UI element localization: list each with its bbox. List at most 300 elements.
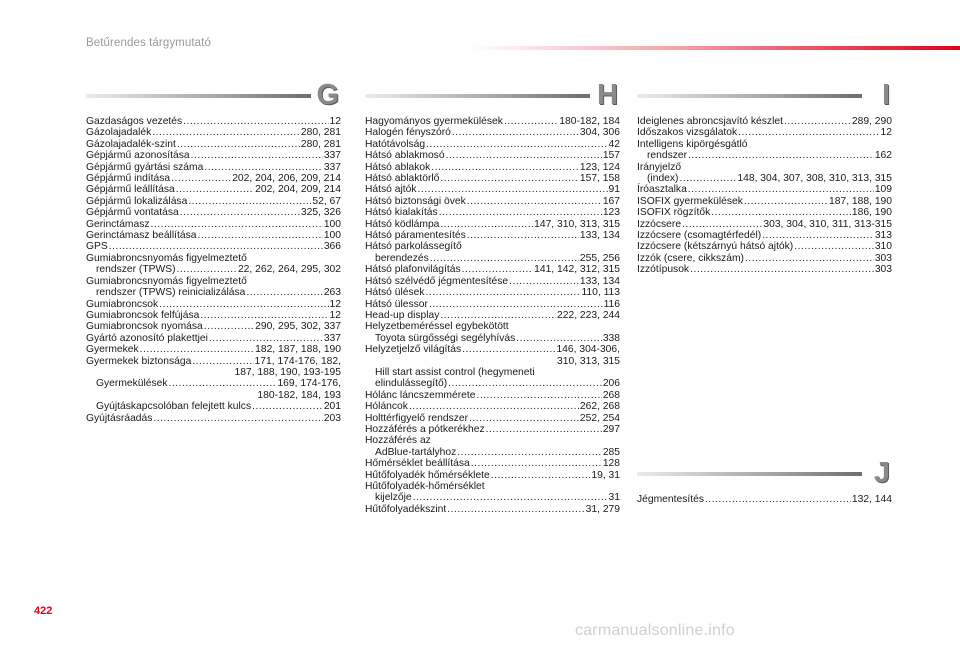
entry-term: Hatótávolság — [365, 138, 426, 150]
entry-term: elindulássegítő) — [375, 378, 448, 390]
dot-leader — [486, 424, 602, 435]
index-entry — [365, 413, 620, 424]
entry-term: Helyzetjelző világítás — [365, 344, 462, 356]
entry-pages: 186, 190 — [851, 207, 892, 219]
entry-term: Head-up display — [365, 309, 440, 321]
entry-pages: 187, 188, 190, 193-195 — [234, 366, 341, 378]
entry-term: Izzócsere (kétszárnyú hátsó ajtók) — [637, 241, 794, 253]
entry-term: ISOFIX gyermekülések — [637, 195, 743, 207]
dot-leader — [426, 287, 581, 298]
dot-leader — [688, 184, 874, 195]
dot-leader — [446, 150, 602, 161]
dot-leader — [109, 241, 323, 252]
entry-term: Gyermekülések — [96, 378, 168, 390]
entry-term: Gyártó azonosító plakettjei — [86, 332, 208, 344]
entry-term: Hátsó kialakítás — [365, 207, 438, 219]
index-entry — [365, 390, 620, 401]
index-entry — [86, 150, 341, 161]
index-section-h — [365, 79, 620, 515]
entry-pages: 146, 304-306, — [556, 344, 620, 356]
index-entry — [365, 264, 620, 275]
entry-term: Időszakos vizsgálatok — [637, 127, 738, 139]
entry-pages: 157 — [602, 150, 620, 162]
section-letter: J — [873, 457, 890, 489]
entry-pages: 252, 254 — [579, 412, 620, 424]
entry-term: Hűtőfolyadékszint — [365, 503, 447, 515]
entry-term: Gerinctámasz beállítása — [86, 230, 197, 242]
index-entry-list — [365, 116, 620, 515]
header-accent-bar — [470, 46, 960, 50]
dot-leader — [471, 458, 602, 469]
entry-term: Halogén fényszóró — [365, 127, 451, 139]
entry-pages: 110, 113 — [581, 287, 620, 299]
entry-term: Gumiabroncsok felfújása — [86, 309, 200, 321]
dot-leader — [429, 299, 603, 310]
entry-pages: 147, 310, 313, 315 — [534, 218, 620, 230]
entry-term: Gerinctámasz — [86, 218, 150, 230]
section-letter: I — [881, 79, 890, 111]
index-entry — [86, 219, 341, 230]
entry-term: Hátsó ülések — [365, 287, 425, 299]
entry-term: Izzók (csere, cikkszám) — [637, 252, 744, 264]
dot-leader — [177, 264, 237, 275]
entry-term: Gázolajadalék — [86, 127, 152, 139]
entry-term: ISOFIX rögzítők — [637, 207, 711, 219]
index-section-g — [86, 79, 341, 424]
entry-term: Hűtőfolyadék-hőmérséklet — [365, 481, 485, 492]
entry-pages: 289, 290 — [851, 116, 892, 127]
entry-pages: 202, 204, 206, 209, 214 — [232, 173, 341, 185]
index-entry — [86, 241, 341, 252]
dot-leader — [682, 219, 762, 230]
index-entry — [365, 299, 620, 310]
section-divider — [637, 472, 862, 476]
entry-term: Gumiabroncsnyomás figyelmeztető — [86, 252, 247, 264]
index-entry — [365, 196, 620, 207]
entry-term: Gyermekek biztonsága — [86, 355, 192, 367]
entry-pages: 22, 262, 264, 295, 302 — [237, 264, 341, 276]
entry-pages: 42 — [608, 138, 620, 150]
entry-term: berendezés — [375, 252, 429, 264]
entry-pages: 262, 268 — [579, 401, 620, 413]
index-entry — [365, 219, 620, 230]
entry-term: Intelligens kipörgésgátló — [637, 138, 748, 150]
dot-leader — [705, 494, 851, 505]
entry-term: Hátsó parkolássegítő — [365, 241, 462, 253]
index-entry — [86, 367, 341, 378]
entry-term: Gumiabroncsok — [86, 298, 159, 310]
page-number: 422 — [34, 605, 53, 617]
dot-leader — [491, 470, 591, 481]
entry-term: Hagyományos gyermekülések — [365, 116, 503, 127]
index-entry — [86, 333, 341, 344]
index-entry — [365, 310, 620, 321]
dot-leader — [467, 196, 602, 207]
index-entry — [637, 241, 892, 252]
section-heading-h — [365, 79, 620, 111]
dot-leader — [439, 207, 602, 218]
entry-term: Izzótípusok — [637, 264, 690, 276]
index-entry — [365, 470, 620, 481]
index-entry — [365, 367, 620, 378]
entry-term: Hátsó ablakmosó — [365, 150, 445, 162]
entry-pages: 169, 174-176, — [277, 378, 341, 390]
index-entry — [86, 413, 341, 424]
dot-leader — [744, 196, 828, 207]
entry-pages: 52, 67 — [312, 195, 341, 207]
entry-pages: 310, 313, 315 — [557, 355, 620, 367]
index-entry — [365, 492, 620, 503]
entry-pages: 182, 187, 188, 190 — [255, 344, 341, 356]
entry-term: Gépjármű leállítása — [86, 184, 175, 196]
index-entry — [365, 458, 620, 469]
index-entry — [365, 253, 620, 264]
index-entry — [365, 481, 620, 492]
entry-pages: 12 — [329, 298, 341, 310]
index-entry — [86, 253, 341, 264]
index-entry — [637, 116, 892, 127]
entry-pages: 12 — [329, 116, 341, 127]
index-entry — [365, 230, 620, 241]
entry-term: AdBlue-tartályhoz — [375, 446, 457, 458]
index-entry — [637, 264, 892, 275]
entry-term: Hozzáférés az — [365, 435, 431, 447]
dot-leader — [762, 230, 874, 241]
section-letter: H — [597, 79, 618, 111]
index-entry — [86, 173, 341, 184]
entry-pages: 19, 31 — [591, 469, 620, 481]
dot-leader — [197, 230, 322, 241]
index-entry — [365, 150, 620, 161]
entry-term: Holttérfigyelő rendszer — [365, 412, 469, 424]
dot-leader — [140, 344, 254, 355]
dot-leader — [745, 253, 874, 264]
dot-leader — [183, 116, 328, 127]
section-letter: G — [316, 79, 339, 111]
dot-leader — [151, 219, 323, 230]
index-entry — [365, 184, 620, 195]
dot-leader — [169, 378, 277, 389]
index-entry — [365, 447, 620, 458]
index-entry — [365, 424, 620, 435]
entry-term: Izzócsere — [637, 218, 682, 230]
dot-leader — [462, 264, 534, 275]
entry-term: GPS — [86, 241, 108, 253]
entry-term: Gépjármű indítása — [86, 173, 171, 185]
index-entry — [637, 162, 892, 173]
entry-term: Gumiabroncsok nyomása — [86, 321, 203, 333]
index-entry — [86, 356, 341, 367]
index-entry — [86, 127, 341, 138]
dot-leader — [476, 390, 601, 401]
index-entry — [86, 287, 341, 298]
entry-pages: 123 — [602, 207, 620, 219]
entry-pages: 303 — [874, 252, 892, 264]
index-entry — [86, 184, 341, 195]
dot-leader — [426, 139, 607, 150]
entry-term: Izzócsere (csomagtérfedél) — [637, 230, 762, 242]
entry-term: Ideiglenes abroncsjavító készlet — [637, 116, 783, 127]
entry-term: kijelzője — [375, 492, 412, 504]
entry-pages: 201 — [323, 401, 341, 413]
index-entry-list — [637, 116, 892, 276]
entry-pages: 206 — [602, 378, 620, 390]
dot-leader — [152, 127, 300, 138]
dot-leader — [784, 116, 851, 127]
entry-term: Gumiabroncsnyomás figyelmeztető — [86, 275, 247, 287]
entry-pages: 171, 174-176, 182, — [254, 355, 341, 367]
entry-pages: 109 — [874, 184, 892, 196]
dot-leader — [688, 150, 874, 161]
entry-pages: 180-182, 184 — [559, 116, 620, 127]
dot-leader — [252, 401, 323, 412]
entry-term: Gépjármű lokalizálása — [86, 195, 188, 207]
entry-pages: 128 — [602, 458, 620, 470]
dot-leader — [447, 504, 584, 515]
entry-term: Hátsó páramentesítés — [365, 230, 466, 242]
entry-term: Gépjármű gyártási száma — [86, 161, 204, 173]
index-entry — [86, 310, 341, 321]
entry-pages: 132, 144 — [851, 494, 892, 505]
dot-leader — [440, 173, 579, 184]
entry-term: Hátsó szélvédő jégmentesítése — [365, 275, 509, 287]
entry-pages: 337 — [323, 332, 341, 344]
dot-leader — [448, 378, 602, 389]
entry-pages: 123, 124 — [579, 161, 620, 173]
entry-term: Gyújtásráadás — [86, 412, 153, 424]
index-entry-list — [86, 116, 341, 424]
index-entry — [365, 162, 620, 173]
entry-term: rendszer — [647, 150, 688, 162]
dot-leader — [690, 264, 874, 275]
index-entry — [365, 344, 620, 355]
dot-leader — [409, 401, 579, 412]
entry-term: Hátsó ülessor — [365, 298, 428, 310]
dot-leader — [469, 413, 579, 424]
entry-pages: 338 — [602, 332, 620, 344]
dot-leader — [504, 116, 558, 127]
entry-pages: 222, 223, 244 — [557, 309, 620, 321]
entry-pages: 100 — [323, 218, 341, 230]
entry-pages: 280, 281 — [300, 127, 341, 139]
entry-pages: 280, 281 — [300, 138, 341, 150]
entry-pages: 310 — [874, 241, 892, 253]
index-entry — [86, 299, 341, 310]
entry-term: Hátsó plafonvilágítás — [365, 264, 461, 276]
entry-pages: 337 — [323, 150, 341, 162]
dot-leader — [509, 276, 579, 287]
index-entry — [86, 276, 341, 287]
index-entry — [637, 230, 892, 241]
dot-leader — [711, 207, 851, 218]
index-section-i — [637, 79, 892, 276]
index-entry — [365, 287, 620, 298]
entry-pages: 91 — [608, 184, 620, 196]
entry-pages: 203 — [323, 412, 341, 424]
entry-pages: 297 — [602, 423, 620, 435]
index-entry — [637, 139, 892, 150]
entry-pages: 180-182, 184, 193 — [257, 389, 341, 401]
index-entry — [365, 207, 620, 218]
index-section-j — [637, 457, 892, 505]
entry-term: rendszer (TPWS) reinicializálása — [96, 287, 246, 299]
entry-term: Íróasztalka — [637, 184, 687, 196]
index-entry — [637, 184, 892, 195]
entry-term: Gépjármű vontatása — [86, 207, 179, 219]
entry-term: Hűtőfolyadék hőmérséklete — [365, 469, 490, 481]
index-entry — [86, 162, 341, 173]
section-heading-i — [637, 79, 892, 111]
entry-pages: 162 — [874, 150, 892, 162]
dot-leader — [462, 344, 555, 355]
index-entry — [365, 276, 620, 287]
watermark: carmanualsonline.info — [575, 622, 735, 639]
entry-pages: 157, 158 — [579, 173, 620, 185]
index-entry-list — [637, 494, 892, 505]
dot-leader — [180, 207, 300, 218]
dot-leader — [177, 139, 300, 150]
entry-term: Hátsó ködlámpa — [365, 218, 440, 230]
entry-pages: 325, 326 — [300, 207, 341, 219]
index-entry — [365, 504, 620, 515]
index-entry — [86, 378, 341, 389]
entry-pages: 116 — [603, 298, 620, 310]
section-divider — [637, 94, 862, 98]
index-entry — [365, 333, 620, 344]
entry-term: Gépjármű azonosítása — [86, 150, 190, 162]
entry-term: Gazdaságos vezetés — [86, 116, 183, 127]
dot-leader — [176, 184, 254, 195]
dot-leader — [457, 447, 602, 458]
index-entry — [365, 435, 620, 446]
entry-pages: 285 — [602, 446, 620, 458]
entry-pages: 313 — [874, 230, 892, 242]
dot-leader — [171, 173, 231, 184]
index-entry — [86, 344, 341, 355]
entry-pages: 263 — [323, 287, 341, 299]
entry-pages: 303, 304, 310, 311, 313-315 — [763, 218, 892, 230]
dot-leader — [440, 219, 533, 230]
entry-pages: 31 — [608, 492, 620, 504]
dot-leader — [418, 184, 608, 195]
entry-term: Toyota sürgősségi segélyhívás — [375, 332, 516, 344]
dot-leader — [153, 413, 322, 424]
index-entry — [365, 139, 620, 150]
entry-pages: 141, 142, 312, 315 — [534, 264, 620, 276]
entry-term: Hátsó ajtók — [365, 184, 417, 196]
entry-term: Hőmérséklet beállítása — [365, 458, 470, 470]
index-entry — [365, 356, 620, 367]
entry-term: Hóláncok — [365, 401, 408, 413]
entry-term: Gyermekek — [86, 344, 139, 356]
index-entry — [86, 207, 341, 218]
index-entry — [86, 196, 341, 207]
entry-pages: 100 — [323, 230, 341, 242]
index-entry — [365, 378, 620, 389]
dot-leader — [204, 162, 322, 173]
index-entry — [637, 127, 892, 138]
dot-leader — [246, 287, 322, 298]
dot-leader — [188, 196, 311, 207]
index-entry — [365, 241, 620, 252]
index-entry — [365, 401, 620, 412]
index-entry — [637, 253, 892, 264]
entry-term: Helyzetbeméréssel egybekötött — [365, 321, 509, 333]
dot-leader — [159, 299, 328, 310]
entry-pages: 202, 204, 209, 214 — [255, 184, 341, 196]
entry-pages: 187, 188, 190 — [829, 195, 892, 207]
index-entry — [86, 390, 341, 401]
index-entry — [365, 116, 620, 127]
dot-leader — [452, 127, 579, 138]
dot-leader — [431, 162, 579, 173]
entry-pages: 337 — [323, 161, 341, 173]
entry-term: Hólánc láncszemmérete — [365, 389, 476, 401]
entry-pages: 268 — [602, 389, 620, 401]
index-entry — [86, 230, 341, 241]
entry-pages: 303 — [874, 264, 892, 276]
entry-term: Gázolajadalék-szint — [86, 138, 176, 150]
dot-leader — [413, 492, 608, 503]
index-entry — [86, 401, 341, 412]
section-divider — [365, 94, 590, 98]
index-entry — [637, 150, 892, 161]
entry-pages: 304, 306 — [579, 127, 620, 139]
index-entry — [637, 173, 892, 184]
entry-pages: 366 — [323, 241, 341, 253]
dot-leader — [430, 253, 579, 264]
section-heading-g — [86, 79, 341, 111]
entry-pages: 133, 134 — [579, 275, 620, 287]
section-heading-j — [637, 457, 892, 489]
entry-pages: 31, 279 — [585, 503, 620, 515]
dot-leader — [794, 241, 874, 252]
entry-pages: 12 — [880, 127, 892, 139]
entry-pages: 167 — [602, 195, 620, 207]
index-entry — [637, 207, 892, 218]
entry-term: Hill start assist control (hegymeneti — [375, 366, 535, 378]
index-entry — [86, 139, 341, 150]
index-entry — [365, 321, 620, 332]
entry-pages: 12 — [329, 309, 341, 321]
dot-leader — [204, 321, 254, 332]
index-entry — [637, 196, 892, 207]
entry-term: Jégmentesítés — [637, 494, 704, 505]
index-entry — [637, 219, 892, 230]
dot-leader — [516, 333, 602, 344]
dot-leader — [467, 230, 579, 241]
dot-leader — [191, 150, 323, 161]
index-entry — [86, 264, 341, 275]
page-header-title: Betűrendes tárgymutató — [86, 37, 211, 49]
entry-term: Hátsó biztonsági övek — [365, 195, 466, 207]
dot-leader — [209, 333, 323, 344]
entry-term: Hátsó ablaktörlő — [365, 173, 440, 185]
entry-term: rendszer (TPWS) — [96, 264, 176, 276]
index-entry — [365, 127, 620, 138]
index-entry — [86, 321, 341, 332]
dot-leader — [192, 356, 253, 367]
index-entry — [86, 116, 341, 127]
entry-term: (index) — [647, 173, 679, 185]
dot-leader — [679, 173, 736, 184]
entry-pages: 255, 256 — [579, 252, 620, 264]
entry-pages: 133, 134 — [579, 230, 620, 242]
entry-term: Hozzáférés a pótkerékhez — [365, 423, 485, 435]
entry-term: Hátsó ablakok — [365, 161, 431, 173]
dot-leader — [440, 310, 556, 321]
section-divider — [86, 94, 311, 98]
